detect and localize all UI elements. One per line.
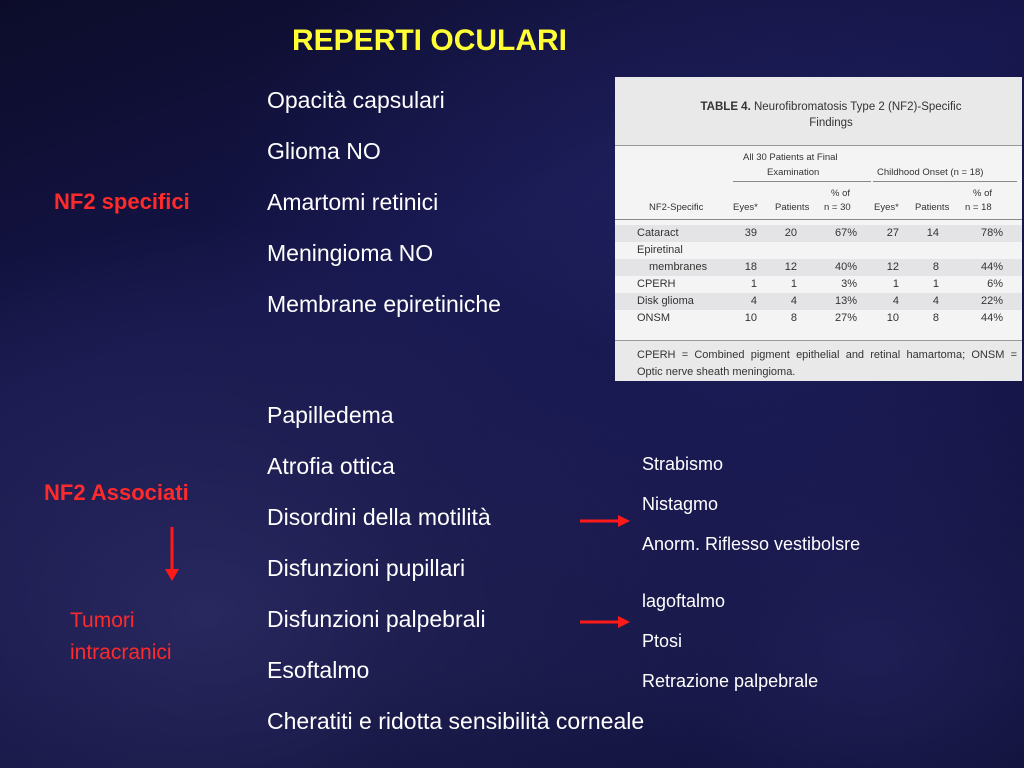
list-item: Retrazione palpebrale bbox=[642, 671, 819, 691]
table-cell: 44% bbox=[980, 312, 1003, 324]
nf2-associated-list bbox=[267, 390, 644, 747]
table-cell: 14 bbox=[926, 227, 939, 239]
table-cell: 1 bbox=[790, 278, 797, 290]
column-header: % of bbox=[973, 188, 993, 199]
nf2-specific-label: NF2 specifici bbox=[54, 189, 190, 214]
down-arrow-icon bbox=[160, 527, 184, 583]
table-cell: 4 bbox=[790, 295, 797, 307]
list-item: Opacità capsulari bbox=[267, 87, 445, 113]
table-footnote bbox=[615, 340, 1022, 381]
list-item: Glioma NO bbox=[267, 138, 381, 164]
list-item: Disordini della motilità bbox=[267, 504, 491, 530]
table-cell: 1 bbox=[892, 278, 899, 290]
table-caption-number: TABLE 4. bbox=[700, 101, 751, 113]
eyelid-details-list bbox=[642, 581, 818, 701]
list-item: Papilledema bbox=[267, 402, 394, 428]
list-item: Esoftalmo bbox=[267, 657, 370, 683]
list-item: Disfunzioni pupillari bbox=[267, 555, 466, 581]
table-cell: 8 bbox=[932, 261, 939, 273]
list-item: Ptosi bbox=[642, 631, 683, 651]
table-cell: 10 bbox=[744, 312, 757, 324]
table-cell: 20 bbox=[784, 227, 797, 239]
table-caption-text: Neurofibromatosis Type 2 (NF2)-Specific bbox=[753, 101, 962, 113]
table-cell: 78% bbox=[980, 227, 1003, 239]
list-item: Nistagmo bbox=[642, 494, 719, 514]
column-header: n = 30 bbox=[824, 202, 851, 213]
nf2-specific-list bbox=[267, 75, 501, 330]
table-cell: 44% bbox=[980, 261, 1003, 273]
list-item: Membrane epiretiniche bbox=[267, 291, 501, 317]
table-cell: 3% bbox=[841, 278, 857, 290]
column-group-header: Childhood Onset (n = 18) bbox=[877, 167, 984, 178]
nf2-associated-label: NF2 Associati bbox=[44, 480, 189, 505]
column-header: NF2-Specific bbox=[649, 202, 704, 213]
column-group-header: All 30 Patients at Final bbox=[743, 152, 838, 163]
column-header: Patients bbox=[915, 202, 950, 213]
column-header: Eyes* bbox=[733, 202, 758, 213]
table-cell: 27% bbox=[834, 312, 857, 324]
column-header: n = 18 bbox=[965, 202, 992, 213]
column-header: % of bbox=[831, 188, 851, 199]
list-item: Cheratiti e ridotta sensibilità corneale bbox=[267, 708, 645, 734]
table-cell: 12 bbox=[784, 261, 797, 273]
column-header: Patients bbox=[775, 202, 810, 213]
table-row-label: ONSM bbox=[637, 312, 670, 324]
list-item: Amartomi retinici bbox=[267, 189, 439, 215]
right-arrow-icon bbox=[580, 512, 632, 530]
list-item: Strabismo bbox=[642, 454, 724, 474]
table-cell: 1 bbox=[932, 278, 939, 290]
table-cell: 27 bbox=[886, 227, 899, 239]
table-cell: 8 bbox=[790, 312, 797, 324]
list-item: lagoftalmo bbox=[642, 591, 726, 611]
table-cell: 10 bbox=[886, 312, 899, 324]
table-cell: 8 bbox=[932, 312, 939, 324]
list-item: Meningioma NO bbox=[267, 240, 434, 266]
table-row-label: Disk glioma bbox=[637, 295, 694, 307]
table-cell: 12 bbox=[886, 261, 899, 273]
list-item: Atrofia ottica bbox=[267, 453, 395, 479]
footnote-text: CPERH = Combined pigment epithelial and retinal hamartoma; ONSM = Optic nerve sheath meningioma. bbox=[637, 349, 1017, 378]
nf2-findings-table bbox=[615, 77, 1022, 380]
table-row-label: Cataract bbox=[637, 227, 679, 239]
motility-details-list bbox=[642, 444, 860, 564]
column-header: Eyes* bbox=[874, 202, 899, 213]
table-caption bbox=[615, 77, 1022, 146]
right-arrow-icon bbox=[580, 613, 632, 631]
list-item: Disfunzioni palpebrali bbox=[267, 606, 486, 632]
table-row-label: Epiretinal bbox=[637, 244, 683, 256]
column-group-header: Examination bbox=[767, 167, 820, 178]
table-cell: 13% bbox=[834, 295, 857, 307]
table-row-label: membranes bbox=[649, 261, 708, 273]
list-item: Anorm. Riflesso vestibolsre bbox=[642, 534, 861, 554]
table-cell: 18 bbox=[744, 261, 757, 273]
outcome-line: intracranici bbox=[70, 641, 172, 664]
table-cell: 1 bbox=[750, 278, 757, 290]
table-cell: 4 bbox=[750, 295, 757, 307]
table-row-label: CPERH bbox=[637, 278, 676, 290]
intracranial-tumors-label bbox=[70, 605, 172, 669]
table-cell: 4 bbox=[892, 295, 899, 307]
page-title: REPERTI OCULARI bbox=[292, 24, 568, 57]
outcome-line: Tumori bbox=[70, 609, 135, 632]
table-caption-text: Findings bbox=[809, 117, 853, 129]
table-cell: 6% bbox=[987, 278, 1003, 290]
table-cell: 4 bbox=[932, 295, 939, 307]
table-cell: 39 bbox=[744, 227, 757, 239]
table-cell: 67% bbox=[834, 227, 857, 239]
table-cell: 22% bbox=[980, 295, 1003, 307]
table-cell: 40% bbox=[834, 261, 857, 273]
